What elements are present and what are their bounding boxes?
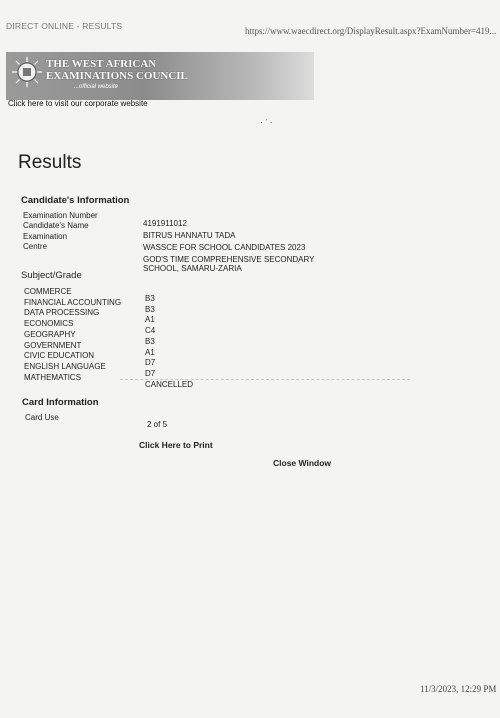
exam-number-label: Examination Number bbox=[23, 211, 98, 220]
banner-title bbox=[46, 58, 188, 82]
subject-grade: B3 bbox=[145, 304, 155, 314]
subject-name: ENGLISH LANGUAGE bbox=[24, 361, 106, 371]
subject-name: DATA PROCESSING bbox=[24, 308, 100, 318]
subject-name: COMMERCE bbox=[24, 287, 72, 296]
subject-grade: D7 bbox=[145, 368, 156, 378]
corporate-website-link[interactable]: Click here to visit our corporate website bbox=[8, 99, 148, 108]
examination-label: Examination bbox=[23, 232, 68, 241]
subject-grade: B3 bbox=[145, 294, 155, 303]
card-info-heading: Card Information bbox=[22, 397, 99, 408]
subject-list bbox=[24, 287, 121, 383]
subject-name: CIVIC EDUCATION bbox=[24, 351, 95, 361]
examination-value: WASSCE FOR SCHOOL CANDIDATES 2023 bbox=[143, 243, 306, 252]
subject-grade-heading: Subject/Grade bbox=[21, 270, 82, 281]
candidate-info-heading: Candidate's Information bbox=[21, 195, 130, 206]
subject-name: GEOGRAPHY bbox=[24, 329, 76, 339]
print-footer-date: 11/3/2023, 12:29 PM bbox=[420, 684, 497, 694]
candidate-name-label: Candidate's Name bbox=[23, 221, 89, 230]
centre-label: Centre bbox=[23, 242, 48, 251]
card-use-label: Card Use bbox=[25, 413, 59, 422]
banner-title-line2: EXAMINATIONS COUNCIL bbox=[46, 70, 188, 82]
scan-artifact-line bbox=[120, 379, 410, 381]
print-button[interactable]: Click Here to Print bbox=[139, 440, 213, 450]
print-header-url: https://www.waecdirect.org/DisplayResult.aspx?ExamNumber=419... bbox=[245, 26, 497, 36]
centre-value-line2: SCHOOL, SAMARU-ZARIA bbox=[143, 264, 242, 273]
subject-name: FINANCIAL ACCOUNTING bbox=[24, 297, 122, 307]
centre-value-line1: GOD'S TIME COMPREHENSIVE SECONDARY bbox=[143, 255, 315, 264]
banner-subtitle: ...official website bbox=[74, 84, 119, 90]
subject-name: ECONOMICS bbox=[24, 319, 74, 329]
close-window-button[interactable]: Close Window bbox=[273, 458, 332, 468]
page-title: Results bbox=[18, 152, 82, 173]
subject-grade: B3 bbox=[145, 336, 155, 346]
subject-grade: A1 bbox=[145, 347, 155, 357]
waec-logo-icon bbox=[10, 55, 44, 89]
subject-grade: A1 bbox=[145, 315, 155, 325]
print-header-title: DIRECT ONLINE - RESULTS bbox=[6, 21, 123, 31]
banner-title-line1: THE WEST AFRICAN bbox=[46, 58, 157, 70]
candidate-name-value: BITRUS HANNATU TADA bbox=[143, 231, 236, 240]
exam-number-value: 4191911012 bbox=[143, 219, 187, 228]
subject-name: MATHEMATICS bbox=[24, 372, 82, 382]
subject-grade: C4 bbox=[145, 326, 156, 336]
subject-grade: D7 bbox=[145, 358, 156, 368]
subject-name: GOVERNMENT bbox=[24, 340, 82, 350]
stray-marks: · ˈ · bbox=[260, 118, 273, 127]
subject-grade: CANCELLED bbox=[145, 379, 194, 389]
card-use-value: 2 of 5 bbox=[147, 420, 168, 429]
grade-list bbox=[145, 294, 193, 390]
